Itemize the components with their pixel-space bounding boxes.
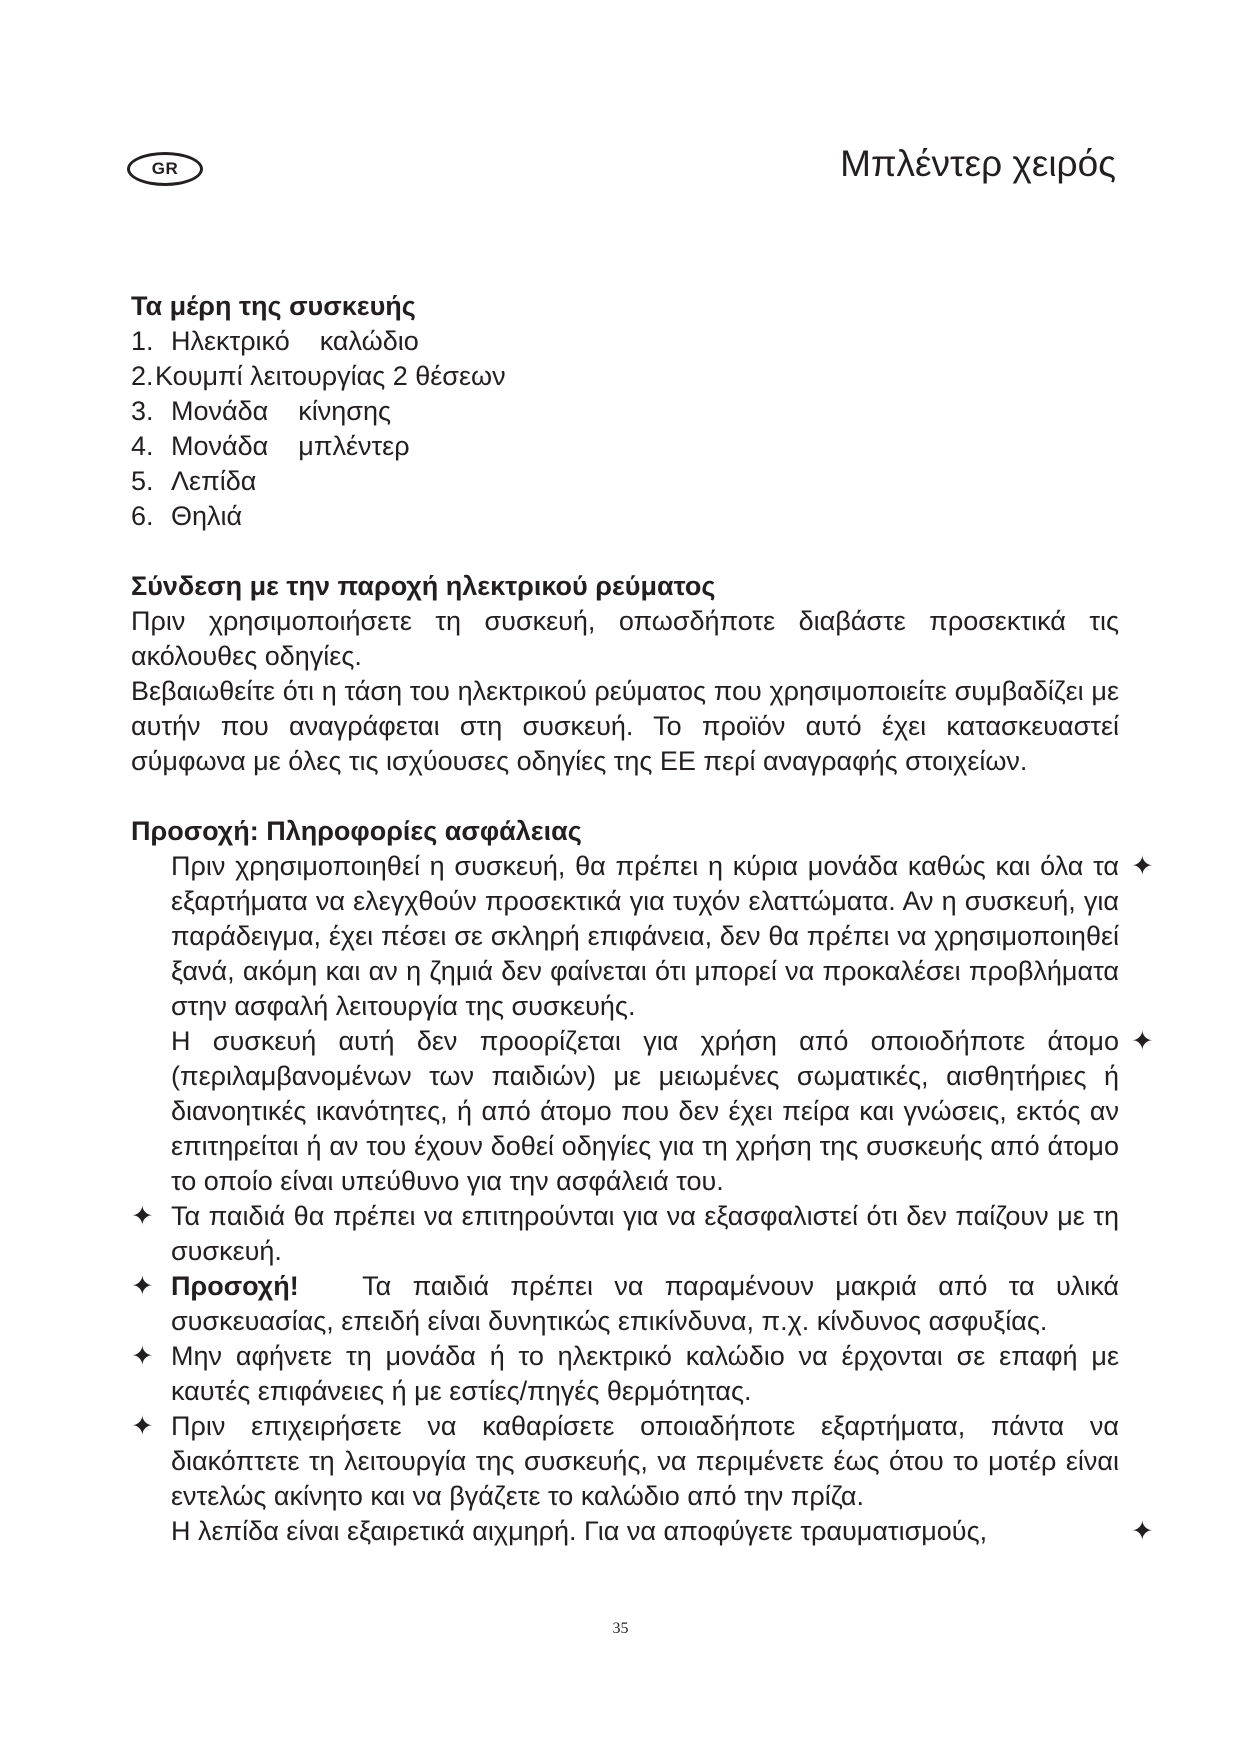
power-heading: Σύνδεση με την παροχή ηλεκτρικού ρεύματος bbox=[131, 571, 716, 601]
power-paragraph: Βεβαιωθείτε ότι η τάση του ηλεκτρικού ρεύματος που χρησιμοποιείτε συμβαδίζει με αυτήν που αναγράφεται στη συσκευή. Το προϊόν αυτό έχει κατασκευαστεί σύμφωνα με όλες τις ισχύουσες οδηγίες της ΕΕ περί αναγραφής στοιχείων. bbox=[131, 676, 1119, 776]
item-number: 4. bbox=[131, 431, 154, 461]
list-item bbox=[131, 499, 1119, 534]
list-item bbox=[131, 1199, 1119, 1269]
language-badge-label: GR bbox=[151, 159, 179, 178]
language-badge bbox=[127, 152, 203, 186]
item-text: Τα παιδιά θα πρέπει να επιτηρούνται για να εξασφαλιστεί ότι δεν παίζουν με τη συσκευή. bbox=[171, 1201, 1119, 1266]
list-item bbox=[131, 429, 1119, 464]
document-body bbox=[131, 289, 1154, 1549]
item-text: Κουμπί λειτουργίας 2 θέσεων bbox=[155, 361, 506, 391]
item-number: 3. bbox=[131, 396, 154, 426]
safety-list bbox=[131, 849, 1154, 1549]
parts-section bbox=[131, 289, 1119, 534]
star-bullet-icon: ✦ bbox=[131, 1271, 154, 1301]
item-number: 2. bbox=[131, 361, 154, 391]
parts-heading: Τα μέρη της συσκευής bbox=[131, 291, 416, 321]
item-text: Λεπίδα bbox=[171, 466, 257, 496]
item-text: Πριν χρησιμοποιηθεί η συσκευή, θα πρέπει η κύρια μονάδα καθώς και όλα τα εξαρτήματα να ελεγχθούν προσεκτικά για τυχόν ελαττώματα. Αν η συσκευή, για παράδειγμα, έχει πέσει σε σκληρή επιφάνεια, δεν θα πρέπει να χρησιμοποιηθεί ξανά, ακόμη και αν η ζημιά δεν φαίνεται ότι μπορεί να προκαλέσει προβλήματα στην ασφαλή λειτουργία της συσκευής. bbox=[171, 851, 1119, 1021]
list-item bbox=[131, 324, 1119, 359]
star-bullet-icon: ✦ bbox=[1131, 851, 1154, 881]
list-item bbox=[131, 1024, 1154, 1199]
list-item bbox=[131, 359, 1119, 394]
list-item bbox=[131, 1409, 1119, 1514]
list-item bbox=[131, 464, 1119, 499]
item-text: Μονάδα bbox=[171, 396, 269, 426]
item-text: Η συσκευή αυτή δεν προορίζεται για χρήση από οποιοδήποτε άτομο (περιλαμβανομένων των παιδιών) με μειωμένες σωματικές, αισθητήριες ή διανοητικές ικανότητες, ή από άτομο που δεν έχει πείρα και γνώσεις, εκτός αν επιτηρείται ή αν του έχουν δοθεί οδηγίες για τη χρήση της συσκευής από άτομο το οποίο είναι υπεύθυνο για την ασφάλειά του. bbox=[171, 1026, 1119, 1196]
item-number: 5. bbox=[131, 466, 154, 496]
item-number: 6. bbox=[131, 501, 154, 531]
item-text: Θηλιά bbox=[171, 501, 243, 531]
item-text: Πριν επιχειρήσετε να καθαρίσετε οποιαδήποτε εξαρτήματα, πάντα να διακόπτετε τη λειτουργία της συσκευής, να περιμένετε έως ότου το μοτέρ είναι εντελώς ακίνητο και να βγάζετε το καλώδιο από την πρίζα. bbox=[171, 1411, 1119, 1511]
item-text: Τα παιδιά πρέπει να παραμένουν μακριά από τα υλικά συσκευασίας, επειδή είναι δυνητικώς επικίνδυνα, π.χ. κίνδυνος ασφυξίας. bbox=[171, 1271, 1119, 1336]
item-text: καλώδιο bbox=[319, 326, 419, 356]
safety-section bbox=[131, 814, 1154, 1549]
power-section bbox=[131, 569, 1119, 779]
item-text: Ηλεκτρικό bbox=[171, 326, 290, 356]
star-bullet-icon: ✦ bbox=[131, 1411, 154, 1441]
safety-heading: Προσοχή: Πληροφορίες ασφάλειας bbox=[131, 816, 582, 846]
page-number: 35 bbox=[612, 1620, 629, 1637]
star-bullet-icon: ✦ bbox=[1131, 1516, 1154, 1546]
parts-list bbox=[131, 324, 1119, 534]
star-bullet-icon: ✦ bbox=[1131, 1026, 1154, 1056]
star-bullet-icon: ✦ bbox=[131, 1201, 154, 1231]
item-text: Μονάδα bbox=[171, 431, 269, 461]
item-text: μπλέντερ bbox=[298, 431, 410, 461]
list-item bbox=[131, 1514, 1154, 1549]
list-item bbox=[131, 1269, 1119, 1339]
item-text: Η λεπίδα είναι εξαιρετικά αιχμηρή. Για να αποφύγετε τραυματισμούς, bbox=[171, 1516, 988, 1546]
item-text: κίνησης bbox=[298, 396, 391, 426]
star-bullet-icon: ✦ bbox=[131, 1341, 154, 1371]
item-text: Μην αφήνετε τη μονάδα ή το ηλεκτρικό καλώδιο να έρχονται σε επαφή με καυτές επιφάνειες ή με εστίες/πηγές θερμότητας. bbox=[171, 1341, 1119, 1406]
power-paragraph: Πριν χρησιμοποιήσετε τη συσκευή, οπωσδήποτε διαβάστε προσεκτικά τις ακόλουθες οδηγίες. bbox=[131, 606, 1119, 671]
list-item bbox=[131, 1339, 1119, 1409]
page-title: Μπλέντερ χειρός bbox=[840, 143, 1116, 184]
item-number: 1. bbox=[131, 326, 154, 356]
list-item bbox=[131, 394, 1119, 429]
list-item bbox=[131, 849, 1154, 1024]
warning-label: Προσοχή! bbox=[171, 1271, 299, 1301]
